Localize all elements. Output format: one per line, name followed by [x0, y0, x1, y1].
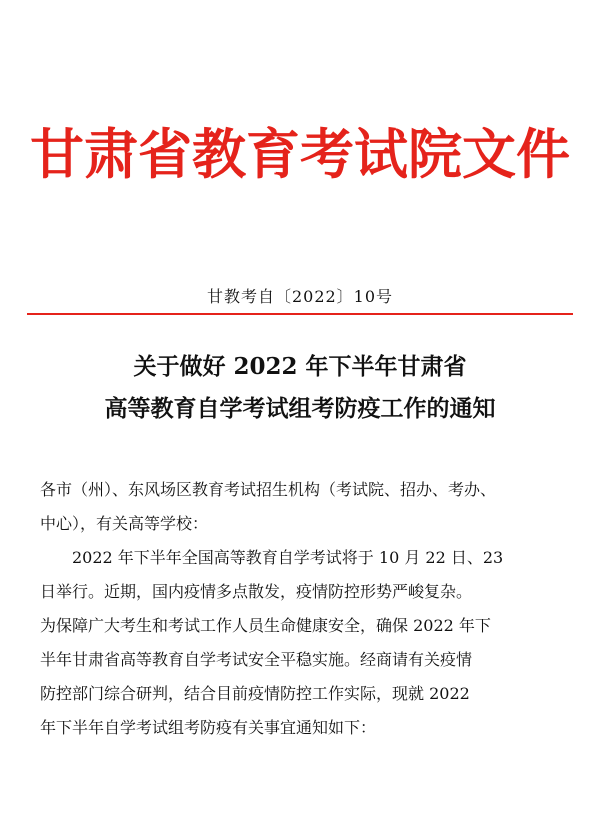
- paragraph-line: 防控部门综合研判，结合目前疫情防控工作实际，现就 2022: [40, 684, 470, 703]
- red-divider-line: [27, 313, 573, 315]
- paragraph-line: 半年甘肃省高等教育自学考试安全平稳实施。经商请有关疫情: [40, 650, 473, 669]
- recipients-line: 各市（州）、东风场区教育考试招生机构（考试院、招办、考办、: [40, 480, 497, 499]
- recipients-block: [40, 473, 560, 541]
- document-number: 甘教考自〔2022〕10号: [206, 287, 394, 306]
- notice-title-line-2: 高等教育自学考试组考防疫工作的通知: [104, 395, 496, 422]
- paragraph-line: 为保障广大考生和考试工作人员生命健康安全，确保 2022 年下: [40, 616, 491, 635]
- paragraph-line: 2022 年下半年全国高等教育自学考试将于 10 月 22 日、23: [72, 548, 504, 567]
- recipients-line: 中心），有关高等学校：: [40, 514, 209, 533]
- body-paragraph: [40, 541, 560, 745]
- paragraph-line: 日举行。近期，国内疫情多点散发，疫情防控形势严峻复杂。: [40, 582, 473, 601]
- notice-title-line-1: 关于做好 2022 年下半年甘肃省: [133, 353, 467, 380]
- paragraph-line: 年下半年自学考试组考防疫有关事宜通知如下：: [40, 718, 377, 737]
- issuer-header: 甘肃省教育考试院文件: [30, 123, 570, 186]
